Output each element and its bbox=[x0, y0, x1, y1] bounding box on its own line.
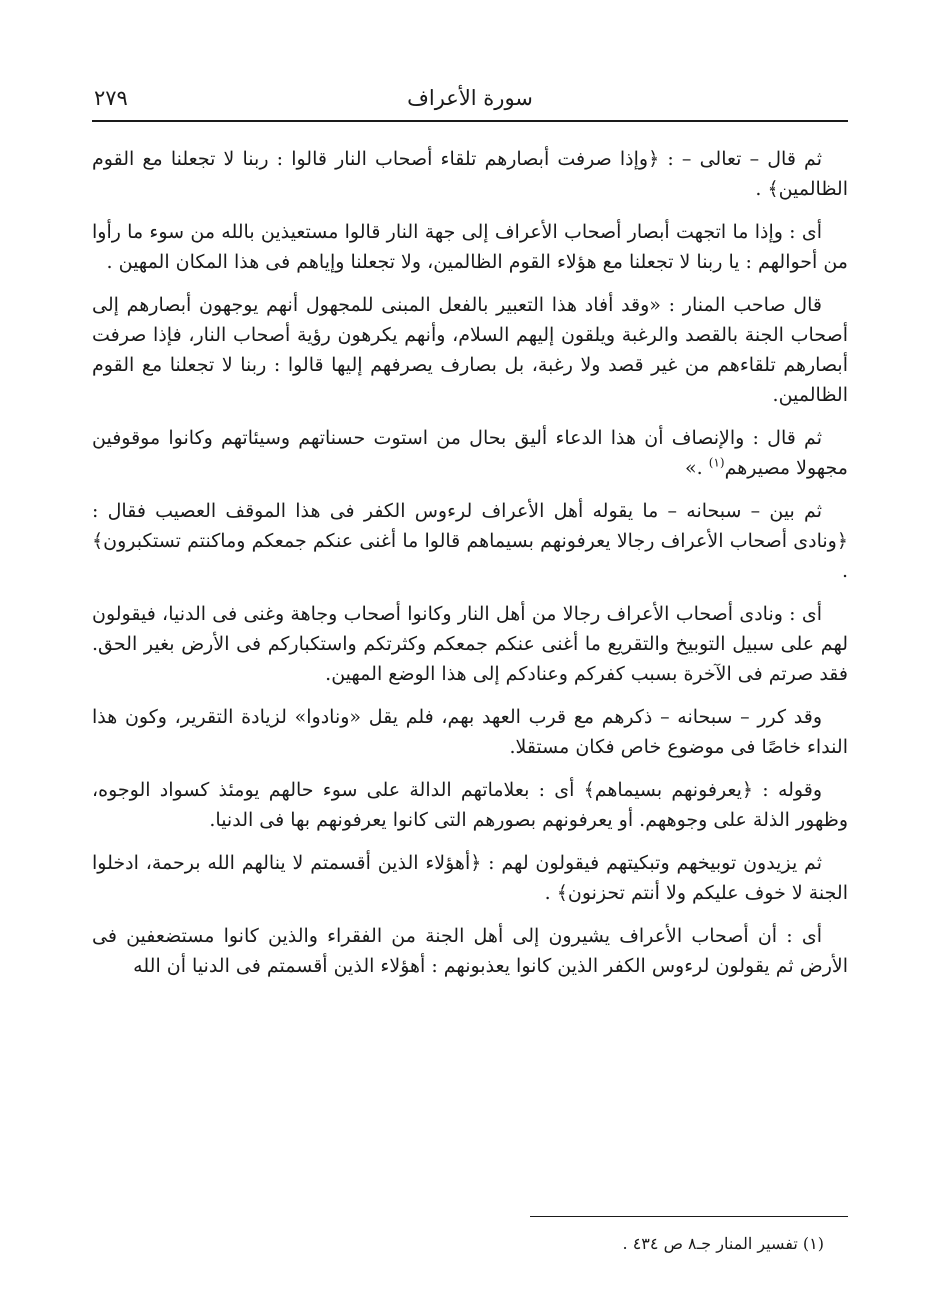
footnote: (١) تفسير المنار جـ٨ ص ٤٣٤ . bbox=[622, 1234, 824, 1253]
paragraph: وقوله : ﴿يعرفونهم بسيماهم﴾ أى : بعلاماتهم الدالة على سوء حالهم يومئذ كسواد الوجوه، وظهور الذلة على وجوههم. أو يعرفونهم بصورهم التى كانوا يعرفونهم بها فى الدنيا. bbox=[92, 779, 848, 831]
page-number: ٢٧٩ bbox=[94, 86, 128, 110]
paragraph: ثم بين – سبحانه – ما يقوله أهل الأعراف لرءوس الكفر فى هذا الموقف العصيب فقال : ﴿ونادى أصحاب الأعراف رجالا يعرفونهم بسيماهم قالوا ما أغنى عنكم جمعكم وماكنتم تستكبرون﴾ . bbox=[92, 500, 848, 582]
page-header bbox=[92, 80, 848, 122]
book-page bbox=[92, 80, 848, 1260]
paragraph: وقد كرر – سبحانه – ذكرهم مع قرب العهد بهم، فلم يقل «ونادوا» لزيادة التقرير، وكون هذا النداء خاصًا فى موضوع خاص فكان مستقلا. bbox=[92, 706, 848, 758]
body-text bbox=[92, 144, 848, 981]
paragraph-tail: .» bbox=[685, 457, 709, 479]
paragraph: ثم يزيدون توبيخهم وتبكيتهم فيقولون لهم : ﴿أهؤلاء الذين أقسمتم لا ينالهم الله برحمة، ادخلوا الجنة لا خوف عليكم ولا أنتم تحزنون﴾ . bbox=[92, 852, 848, 904]
paragraph-text: ثم قال : والإنصاف أن هذا الدعاء أليق بحال من استوت حسناتهم وسيئاتهم وكانوا موقوفين مجهولا مصيرهم bbox=[92, 427, 848, 479]
footnote-marker: (١) bbox=[708, 455, 725, 470]
running-title: سورة الأعراف bbox=[407, 86, 533, 110]
paragraph: أى : أن أصحاب الأعراف يشيرون إلى أهل الجنة من الفقراء والذين كانوا مستضعفين فى الأرض ثم يقولون لرءوس الكفر الذين كانوا يعذبونهم : أهؤلاء الذين أقسمتم فى الدنيا أن الله bbox=[92, 925, 848, 977]
paragraph: أى : وإذا ما اتجهت أبصار أصحاب الأعراف إلى جهة النار قالوا مستعيذين بالله من سوء ما رأوا من أحوالهم : يا ربنا لا تجعلنا مع هؤلاء القوم الظالمين، ولا تجعلنا وإياهم فى هذا المكان المهين . bbox=[92, 221, 848, 273]
paragraph bbox=[92, 423, 848, 483]
footnote-divider bbox=[530, 1216, 848, 1217]
paragraph: قال صاحب المنار : «وقد أفاد هذا التعبير بالفعل المبنى للمجهول أنهم يوجهون أبصارهم إلى أصحاب الجنة بالقصد والرغبة ويلقون إليهم السلام، وأنهم يكرهون رؤية أصحاب النار، فإذا صرفت أبصارهم تلقاءهم من غير قصد ولا رغبة، بل بصارف يصرفهم إليها قالوا : ربنا لا تجعلنا مع القوم الظالمين. bbox=[92, 294, 848, 406]
paragraph: ثم قال – تعالى – : ﴿وإذا صرفت أبصارهم تلقاء أصحاب النار قالوا : ربنا لا تجعلنا مع القوم الظالمين﴾ . bbox=[92, 148, 848, 200]
paragraph: أى : ونادى أصحاب الأعراف رجالا من أهل النار وكانوا أصحاب وجاهة وغنى فى الدنيا، فيقولون لهم على سبيل التوبيخ والتقريع ما أغنى عنكم جمعكم وكثرتكم واستكباركم فى الأرض بغير الحق. فقد صرتم فى الآخرة بسبب كفركم وعنادكم إلى هذا الوضع المهين. bbox=[92, 603, 848, 685]
